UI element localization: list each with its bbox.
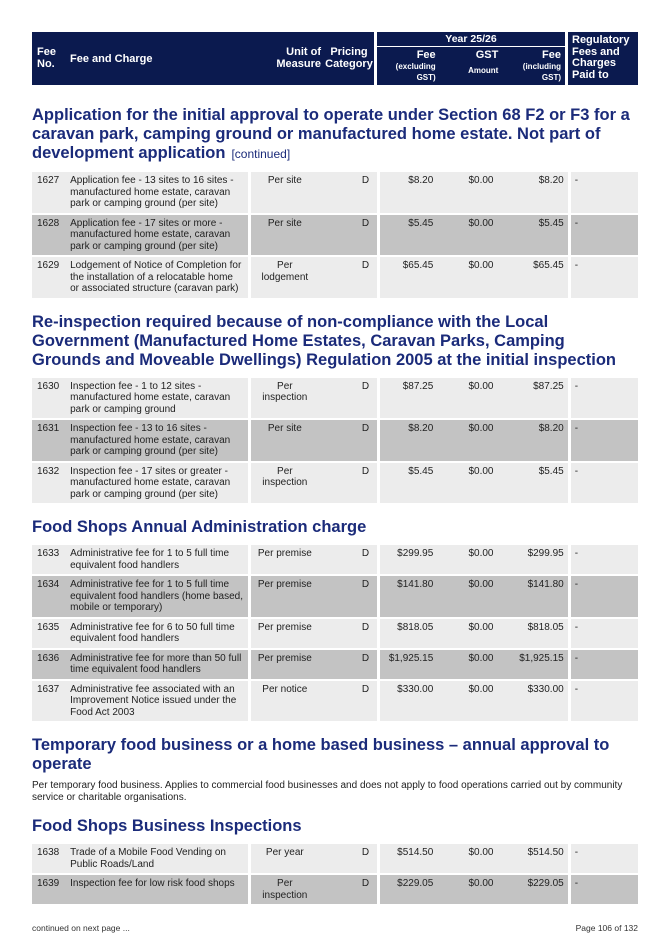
table-row [32, 463, 638, 506]
pricing-category: D [319, 215, 377, 258]
table-row [32, 844, 638, 875]
page-number: Page 106 of 132 [575, 923, 638, 933]
regulatory-paid-to: - [568, 681, 638, 724]
header-pricing: Pricing Category [324, 32, 374, 85]
pricing-category: D [319, 172, 377, 215]
fee-excl-gst: $229.05 [377, 875, 437, 906]
pricing-category: D [319, 875, 377, 906]
regulatory-paid-to: - [568, 545, 638, 576]
header-regulatory: Regulatory Fees and Charges Paid to [568, 32, 638, 85]
gst-amount: $0.00 [437, 257, 497, 300]
regulatory-paid-to: - [568, 257, 638, 300]
header-fee-excl: Fee (excluding GST) [395, 49, 436, 82]
regulatory-paid-to: - [568, 875, 638, 906]
fee-table [32, 172, 638, 300]
continued-label: [continued] [231, 147, 291, 161]
gst-amount: $0.00 [437, 463, 497, 506]
unit-of-measure: Per premise [248, 576, 319, 619]
table-row [32, 619, 638, 650]
fee-incl-gst: $141.80 [498, 576, 568, 619]
gst-amount: $0.00 [437, 420, 497, 463]
gst-amount: $0.00 [437, 545, 497, 576]
gst-amount: $0.00 [437, 378, 497, 421]
fee-excl-gst: $330.00 [377, 681, 437, 724]
fee-table [32, 844, 638, 906]
header-fee-charge: Fee and Charge [66, 32, 273, 85]
regulatory-paid-to: - [568, 172, 638, 215]
regulatory-paid-to: - [568, 463, 638, 506]
fee-incl-gst: $87.25 [498, 378, 568, 421]
fee-description: Administrative fee associated with an Improvement Notice issued under the Food Act 2003 [66, 681, 248, 724]
fee-incl-gst: $5.45 [498, 463, 568, 506]
table-row [32, 545, 638, 576]
fee-number: 1638 [32, 844, 66, 875]
table-row [32, 650, 638, 681]
continued-note: continued on next page ... [32, 923, 130, 933]
fee-excl-gst: $8.20 [377, 172, 437, 215]
fee-excl-gst: $514.50 [377, 844, 437, 875]
section-title: Re-inspection required because of non-compliance with the Local Government (Manufactured Home Estates, Caravan Parks, Camping Grounds and Moveable Dwellings) Regulation 2005 at the initial inspection [32, 312, 617, 369]
gst-amount: $0.00 [437, 215, 497, 258]
fee-excl-gst: $141.80 [377, 576, 437, 619]
table-row [32, 420, 638, 463]
unit-of-measure: Per inspection [248, 875, 319, 906]
gst-amount: $0.00 [437, 576, 497, 619]
pricing-category: D [319, 420, 377, 463]
fee-description: Administrative fee for 1 to 5 full time equivalent food handlers (home based, mobile or temporary) [66, 576, 248, 619]
fee-number: 1636 [32, 650, 66, 681]
pricing-category: D [319, 844, 377, 875]
pricing-category: D [319, 257, 377, 300]
fee-schedule-page [32, 32, 638, 906]
fee-description: Inspection fee - 17 sites or greater - manufactured home estate, caravan park or camping ground (per site) [66, 463, 248, 506]
header-fee-no: Fee No. [32, 32, 66, 85]
table-row [32, 172, 638, 215]
fee-number: 1639 [32, 875, 66, 906]
unit-of-measure: Per premise [248, 619, 319, 650]
pricing-category: D [319, 576, 377, 619]
fee-description: Administrative fee for 6 to 50 full time equivalent food handlers [66, 619, 248, 650]
fee-incl-gst: $1,925.15 [498, 650, 568, 681]
fee-excl-gst: $65.45 [377, 257, 437, 300]
table-row [32, 576, 638, 619]
fee-number: 1633 [32, 545, 66, 576]
pricing-category: D [319, 545, 377, 576]
fee-incl-gst: $299.95 [498, 545, 568, 576]
section-title: Temporary food business or a home based business – annual approval to operate [32, 736, 610, 773]
gst-amount: $0.00 [437, 172, 497, 215]
page-footer [32, 923, 638, 933]
unit-of-measure: Per notice [248, 681, 319, 724]
fee-table [32, 545, 638, 723]
pricing-category: D [319, 681, 377, 724]
unit-of-measure: Per inspection [248, 378, 319, 421]
fee-number: 1629 [32, 257, 66, 300]
fee-description: Application fee - 13 sites to 16 sites - manufactured home estate, caravan park or camping ground (per site) [66, 172, 248, 215]
fee-excl-gst: $818.05 [377, 619, 437, 650]
unit-of-measure: Per year [248, 844, 319, 875]
pricing-category: D [319, 619, 377, 650]
section-title: Application for the initial approval to operate under Section 68 F2 or F3 for a caravan park, camping ground or manufactured home estate. Not part of development application [continued] [32, 106, 630, 162]
unit-of-measure: Per site [248, 420, 319, 463]
section-title: Food Shops Annual Administration charge [32, 518, 367, 536]
unit-of-measure: Per lodgement [248, 257, 319, 300]
unit-of-measure: Per premise [248, 650, 319, 681]
fee-description: Inspection fee - 1 to 12 sites - manufactured home estate, caravan park or camping ground [66, 378, 248, 421]
fee-incl-gst: $330.00 [498, 681, 568, 724]
table-header [32, 32, 638, 85]
fee-number: 1630 [32, 378, 66, 421]
regulatory-paid-to: - [568, 420, 638, 463]
fee-number: 1637 [32, 681, 66, 724]
regulatory-paid-to: - [568, 378, 638, 421]
gst-amount: $0.00 [437, 650, 497, 681]
fee-incl-gst: $514.50 [498, 844, 568, 875]
fee-description: Administrative fee for 1 to 5 full time equivalent food handlers [66, 545, 248, 576]
fee-description: Administrative fee for more than 50 full time equivalent food handlers [66, 650, 248, 681]
fee-number: 1634 [32, 576, 66, 619]
fee-number: 1631 [32, 420, 66, 463]
fee-table [32, 378, 638, 506]
fee-number: 1627 [32, 172, 66, 215]
unit-of-measure: Per inspection [248, 463, 319, 506]
fee-incl-gst: $818.05 [498, 619, 568, 650]
header-fee-incl: Fee (including GST) [522, 49, 562, 82]
pricing-category: D [319, 378, 377, 421]
regulatory-paid-to: - [568, 650, 638, 681]
fee-description: Inspection fee - 13 to 16 sites - manufactured home estate, caravan park or camping ground (per site) [66, 420, 248, 463]
gst-amount: $0.00 [437, 844, 497, 875]
fee-description: Inspection fee for low risk food shops [66, 875, 248, 906]
gst-amount: $0.00 [437, 681, 497, 724]
table-row [32, 681, 638, 724]
gst-amount: $0.00 [437, 875, 497, 906]
fee-incl-gst: $5.45 [498, 215, 568, 258]
header-gst: GST Amount [468, 49, 499, 75]
header-unit: Unit of Measure [273, 32, 324, 85]
fee-excl-gst: $1,925.15 [377, 650, 437, 681]
table-row [32, 378, 638, 421]
fee-number: 1635 [32, 619, 66, 650]
pricing-category: D [319, 463, 377, 506]
unit-of-measure: Per site [248, 172, 319, 215]
table-row [32, 875, 638, 906]
table-row [32, 257, 638, 300]
fee-incl-gst: $229.05 [498, 875, 568, 906]
fee-incl-gst: $8.20 [498, 420, 568, 463]
regulatory-paid-to: - [568, 619, 638, 650]
pricing-category: D [319, 650, 377, 681]
table-row [32, 215, 638, 258]
regulatory-paid-to: - [568, 215, 638, 258]
fee-number: 1628 [32, 215, 66, 258]
regulatory-paid-to: - [568, 576, 638, 619]
unit-of-measure: Per site [248, 215, 319, 258]
header-year: Year 25/26 [377, 32, 565, 47]
gst-amount: $0.00 [437, 619, 497, 650]
header-year-group [377, 32, 565, 85]
fee-number: 1632 [32, 463, 66, 506]
fee-description: Lodgement of Notice of Completion for the installation of a relocatable home or associated structure (caravan park) [66, 257, 248, 300]
fee-excl-gst: $5.45 [377, 215, 437, 258]
fee-description: Application fee - 17 sites or more - manufactured home estate, caravan park or camping ground (per site) [66, 215, 248, 258]
fee-description: Trade of a Mobile Food Vending on Public Roads/Land [66, 844, 248, 875]
section-title: Food Shops Business Inspections [32, 817, 302, 835]
unit-of-measure: Per premise [248, 545, 319, 576]
fee-incl-gst: $65.45 [498, 257, 568, 300]
fee-excl-gst: $299.95 [377, 545, 437, 576]
fee-excl-gst: $5.45 [377, 463, 437, 506]
fee-excl-gst: $87.25 [377, 378, 437, 421]
section-description: Per temporary food business. Applies to commercial food businesses and does not apply to food operations carried out by community service or charitable organisations. [32, 780, 623, 803]
fee-excl-gst: $8.20 [377, 420, 437, 463]
regulatory-paid-to: - [568, 844, 638, 875]
fee-incl-gst: $8.20 [498, 172, 568, 215]
